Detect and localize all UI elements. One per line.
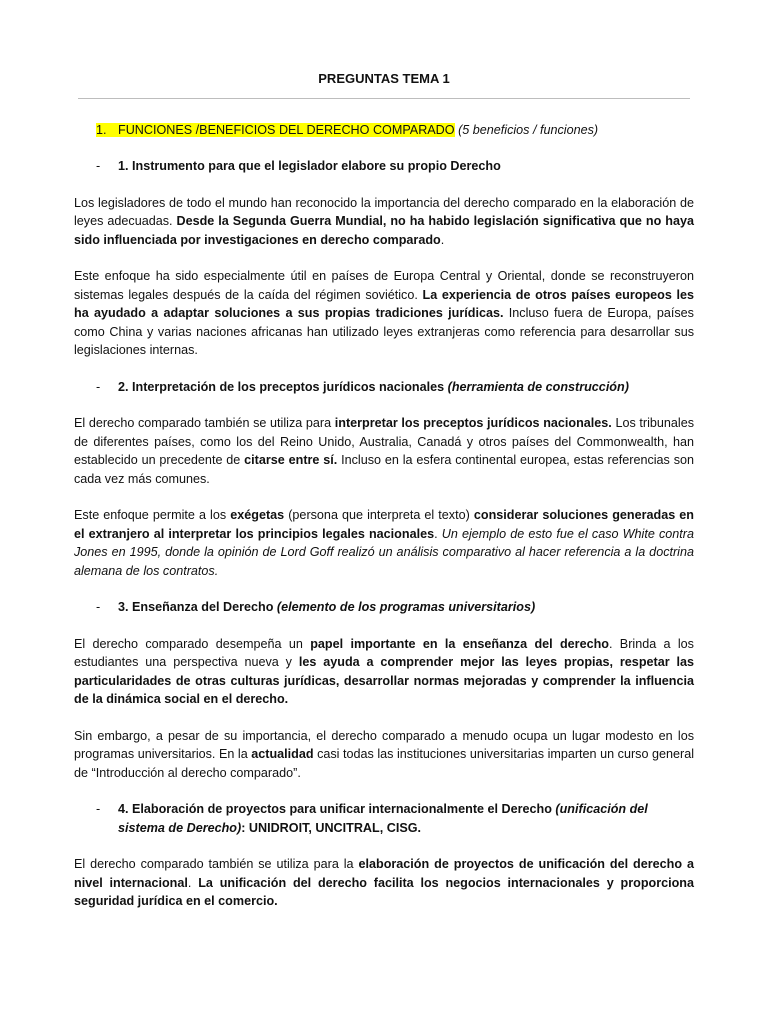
bullet-item-3: - 3. Enseñanza del Derecho (elemento de los programas universitarios) bbox=[74, 598, 694, 617]
section-note: (5 beneficios / funciones) bbox=[458, 122, 599, 137]
paragraph-2: Este enfoque ha sido especialmente útil en países de Europa Central y Oriental, donde se reconstruyeron sistemas legales después de la caída del régimen soviético. La experiencia de otros países europeos les ha ayudado a adaptar soluciones a sus propias tradiciones jurídicas. Incluso fuera de Europa, países como China y varias naciones africanas han utilizado leyes extranjeras como referencia para desarrollar sus legislaciones internas. bbox=[74, 269, 694, 357]
paragraph-3: El derecho comparado también se utiliza para interpretar los preceptos jurídicos nacionales. Los tribunales de diferentes países, como los del Reino Unido, Australia, Canadá y otros países del Commonwealth, han establecido un precedente de citarse entre sí. Incluso en la esfera continental europea, estas referencias son cada vez más comunes. bbox=[74, 416, 695, 486]
bullet-dash: - bbox=[96, 159, 101, 173]
bullet-item-2: - 2. Interpretación de los preceptos jurídicos nacionales (herramienta de construcción) bbox=[74, 378, 694, 397]
bullet-item-1: - 1. Instrumento para que el legislador elabore su propio Derecho bbox=[74, 157, 694, 176]
bullet-dash: - bbox=[96, 802, 101, 816]
section-heading bbox=[96, 121, 694, 140]
bullet-dash: - bbox=[96, 379, 101, 394]
bullet-item-4: - 4. Elaboración de proyectos para unificar internacionalmente el Derecho (unificación del sistema de Derecho): UNIDROIT, UNCITRAL, CISG. bbox=[96, 802, 648, 835]
paragraph-1: Los legisladores de todo el mundo han reconocido la importancia del derecho comparado en la elaboración de leyes adecuadas. Desde la Segunda Guerra Mundial, no ha habido legislación significativa que no haya sido influenciada por investigaciones en derecho comparado. bbox=[74, 195, 694, 247]
page-title: PREGUNTAS TEMA 1 bbox=[78, 70, 690, 99]
highlighted-heading: 1. FUNCIONES /BENEFICIOS DEL DERECHO COMPARADO bbox=[96, 122, 455, 137]
paragraph-6: Sin embargo, a pesar de su importancia, el derecho comparado a menudo ocupa un lugar modesto en los programas universitarios. En la actualidad casi todas las instituciones universitarias imparten un curso general de “Introducción al derecho comparado”. bbox=[74, 728, 694, 780]
paragraph-4: Este enfoque permite a los exégetas (persona que interpreta el texto) considerar soluciones generadas en el extranjero al interpretar los principios legales nacionales. Un ejemplo de esto fue el caso White contra Jones en 1995, donde la opinión de Lord Goff realizó un análisis comparativo al hacer referencia a la doctrina alemana de los contratos. bbox=[74, 508, 695, 578]
bullet-dash: - bbox=[96, 600, 101, 614]
paragraph-7: El derecho comparado también se utiliza para la elaboración de proyectos de unificación del derecho a nivel internacional. La unificación del derecho facilita los negocios internacionales y proporciona seguridad jurídica en el comercio. bbox=[74, 857, 695, 908]
paragraph-5: El derecho comparado desempeña un papel importante en la enseñanza del derecho. Brinda a los estudiantes una perspectiva nueva y les ayuda a comprender mejor las leyes propias, respetar las particularidades de otras culturas jurídicas, desarrollar normas mejoradas y comprender la influencia de la dinámica social en el derecho. bbox=[74, 636, 695, 706]
